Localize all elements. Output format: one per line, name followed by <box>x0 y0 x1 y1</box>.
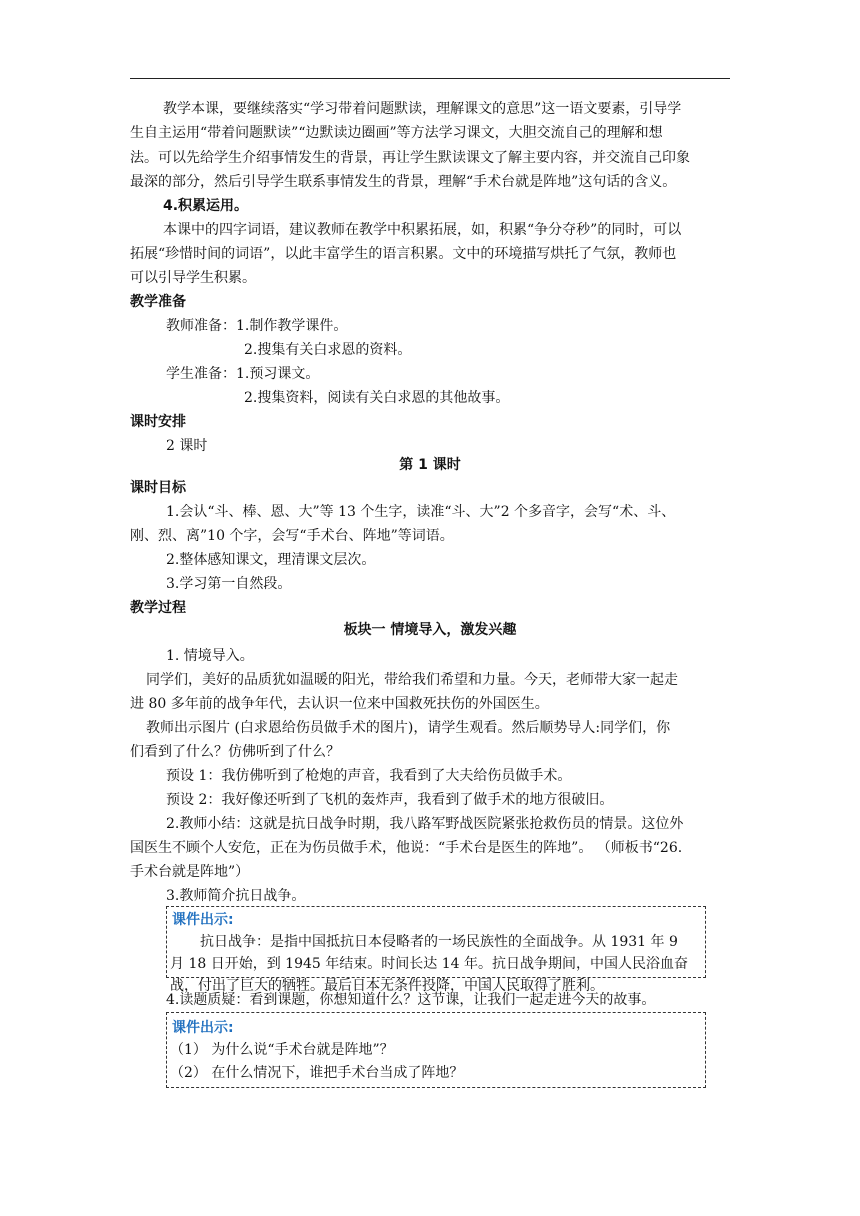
paragraph-line: 最深的部分，然后引导学生联系事情发生的背景，理解“手术台就是阵地”这句话的含义。 <box>130 174 677 190</box>
schedule-value: 2 课时 <box>166 438 208 454</box>
box-2-line: （1） 为什么说“手术台就是阵地”？ <box>170 1042 394 1058</box>
goal-line: 2.整体感知课文，理清课文层次。 <box>166 552 376 568</box>
preset-2: 预设 2：我好像还听到了飞机的轰炸声，我看到了做手术的地方很破旧。 <box>166 792 614 808</box>
process-heading: 教学过程 <box>130 600 186 616</box>
paragraph-line: 可以引导学生积累。 <box>130 270 256 286</box>
summary-line: 2.教师小结：这就是抗日战争时期，我八路军野战医院紧张抢救伤员的情景。这位外 <box>166 816 684 832</box>
goal-line: 1.会认“斗、棒、恩、大”等 13 个生字，读准“斗、大”2 个多音字，会写“术、斗、 <box>166 504 676 520</box>
preset-1: 预设 1：我仿佛听到了枪炮的声音，我看到了大夫给伤员做手术。 <box>166 768 572 784</box>
section-heading: 4.积累运用。 <box>163 198 249 214</box>
student-prep-2: 2.搜集资料，阅读有关白求恩的其他故事。 <box>244 390 510 406</box>
step-1: 1. 情境导入。 <box>166 648 254 664</box>
step-4: 4.读题质疑：看到课题，你想知道什么？这节课，让我们一起走进今天的故事。 <box>166 992 656 1008</box>
goal-line: 刚、烈、离”10 个字，会写“手术台、阵地”等词语。 <box>130 528 454 544</box>
header-rule <box>130 78 730 79</box>
summary-line: 国医生不顾个人安危，正在为伤员做手术，他说：“手术台是医生的阵地”。 （师板书“26. <box>130 840 683 856</box>
intro-line: 同学们，美好的品质犹如温暖的阳光，带给我们希望和力量。今天，老师带大家一起走 <box>146 672 678 688</box>
block-title: 板块一 情境导入，激发兴趣 <box>343 622 517 638</box>
step-3: 3.教师简介抗日战争。 <box>166 888 306 904</box>
paragraph-line: 教学本课，要继续落实“学习带着问题默读，理解课文的意思”这一语文要素，引导学 <box>163 101 682 117</box>
paragraph-line: 生自主运用“带着问题默读”“边默读边圈画”等方法学习课文，大胆交流自己的理解和想 <box>130 125 663 141</box>
paragraph-line: 拓展“珍惜时间的词语”，以此丰富学生的语言积累。文中的环境描写烘托了气氛，教师也 <box>130 246 677 262</box>
prep-heading: 教学准备 <box>130 294 186 310</box>
paragraph-line: 本课中的四字词语，建议教师在教学中积累拓展，如，积累“争分夺秒”的同时，可以 <box>163 222 682 238</box>
lesson-title: 第 1 课时 <box>399 457 461 473</box>
courseware-box-1-title: 课件出示: <box>172 912 234 928</box>
box-1-line: 月 18 日开始，到 1945 年结束。时间长达 14 年。抗日战争期间，中国人民浴血奋 <box>170 956 688 972</box>
goals-heading: 课时目标 <box>130 480 186 496</box>
picture-line: 教师出示图片 (白求恩给伤员做手术的图片)，请学生观看。然后顺势导人:同学们，你 <box>146 720 671 736</box>
teacher-prep-1: 教师准备：1.制作教学课件。 <box>166 318 348 334</box>
paragraph-line: 法。可以先给学生介绍事情发生的背景，再让学生默读课文了解主要内容，并交流自己印象 <box>130 150 690 166</box>
student-prep-1: 学生准备：1.预习课文。 <box>166 366 320 382</box>
schedule-heading: 课时安排 <box>130 414 186 430</box>
teacher-prep-2: 2.搜集有关白求恩的资料。 <box>244 342 412 358</box>
picture-line: 们看到了什么？仿佛听到了什么？ <box>130 744 340 760</box>
box-1-line: 战，付出了巨大的牺牲。最后日本无条件投降，中国人民取得了胜利。 <box>170 978 604 994</box>
courseware-box-2-title: 课件出示: <box>172 1020 234 1036</box>
summary-line: 手术台就是阵地”） <box>130 864 250 880</box>
goal-line: 3.学习第一自然段。 <box>166 576 292 592</box>
box-1-line: 抗日战争：是指中国抵抗日本侵略者的一场民族性的全面战争。从 1931 年 9 <box>200 934 678 950</box>
intro-line: 进 80 多年前的战争年代，去认识一位来中国救死扶伤的外国医生。 <box>130 696 549 712</box>
box-2-line: （2） 在什么情况下，谁把手术台当成了阵地？ <box>170 1065 464 1081</box>
